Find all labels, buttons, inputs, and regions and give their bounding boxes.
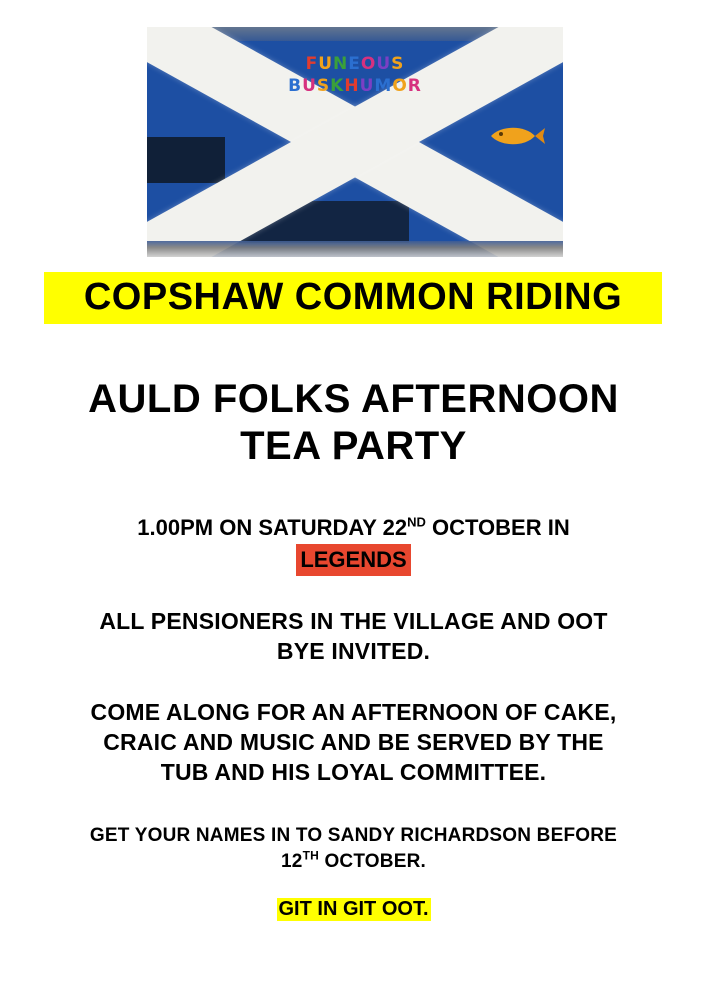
datetime-ordinal: ND [407, 514, 426, 530]
banner-word-2: BUSKHUMOR [288, 76, 422, 96]
invitation-line-1: ALL PENSIONERS IN THE VILLAGE AND OOT [99, 608, 608, 634]
rsvp-line-1: GET YOUR NAMES IN TO SANDY RICHARDSON BEFORE [89, 825, 618, 846]
datetime-suffix: OCTOBER IN [425, 515, 570, 540]
footer-slogan: GIT IN GIT OOT. [278, 898, 429, 920]
invitation-line-2: BYE INVITED. [276, 638, 431, 664]
datetime-prefix: 1.00PM ON SATURDAY 22 [137, 515, 408, 540]
description-paragraph [40, 697, 667, 787]
banner-word-1: FUNEOUS [305, 54, 405, 74]
saltire-banner-photo [147, 27, 563, 257]
fish-icon [487, 123, 545, 149]
description-line-2: CRAIC AND MUSIC AND BE SERVED BY THE [103, 729, 604, 755]
invitation-paragraph [40, 606, 667, 666]
page-title [40, 376, 667, 470]
banner-lettering [255, 53, 455, 97]
venue-name: LEGENDS [296, 544, 410, 576]
rsvp-month: OCTOBER. [318, 851, 426, 872]
photo-dark-patch-left [147, 137, 225, 183]
event-title-banner [44, 272, 662, 324]
event-title: COPSHAW COMMON RIDING [83, 276, 623, 318]
rsvp-paragraph [40, 823, 667, 875]
event-datetime [40, 512, 667, 576]
footer-slogan-wrap [40, 898, 667, 921]
rsvp-line-2 [40, 849, 667, 875]
headline-line-1: AULD FOLKS AFTERNOON [88, 377, 619, 421]
rsvp-date-ordinal: TH [302, 848, 319, 863]
photo-bottom-edge [147, 241, 563, 257]
rsvp-date: 12 [281, 851, 303, 872]
event-datetime-line [40, 512, 667, 544]
headline-line-2: TEA PARTY [240, 424, 467, 468]
venue-line [40, 544, 667, 576]
description-line-3: TUB AND HIS LOYAL COMMITTEE. [160, 759, 547, 785]
description-line-1: COME ALONG FOR AN AFTERNOON OF CAKE, [90, 699, 617, 725]
